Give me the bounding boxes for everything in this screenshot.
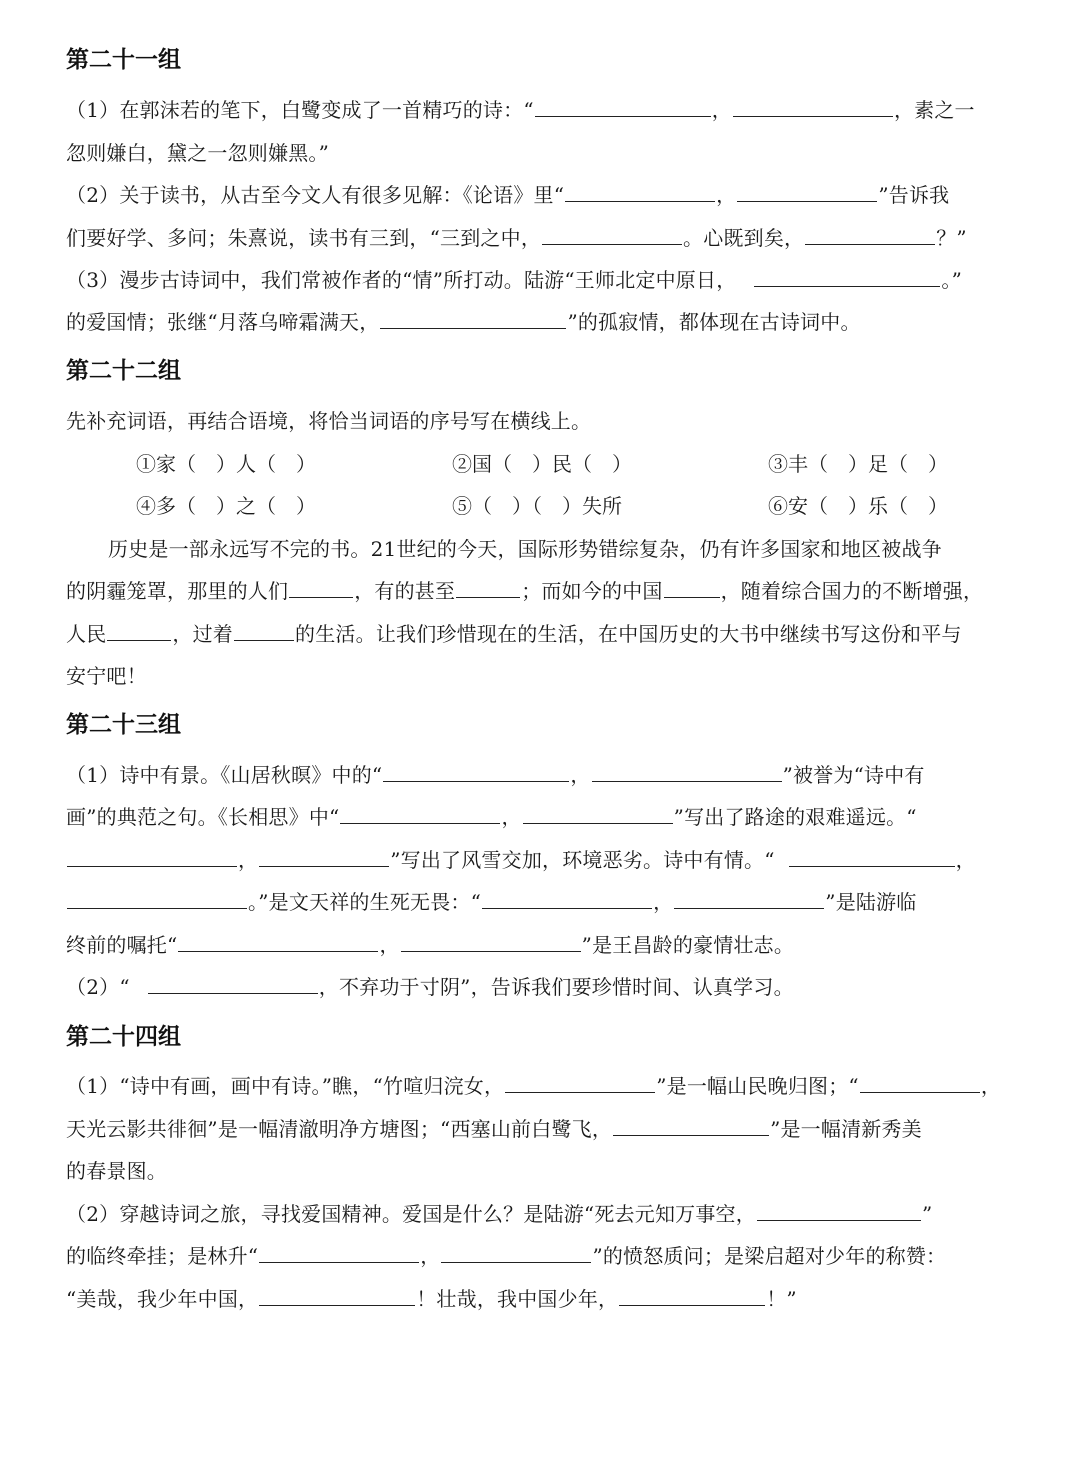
answer-blank[interactable] xyxy=(456,580,520,598)
answer-blank[interactable] xyxy=(259,1245,419,1263)
g23-line1: （1）诗中有景。《山居秋暝》中的“ ， ”被誉为“诗中有 xyxy=(66,763,925,787)
answer-blank[interactable] xyxy=(148,976,318,994)
answer-blank[interactable] xyxy=(613,1118,769,1136)
answer-blank[interactable] xyxy=(542,227,682,245)
answer-blank[interactable] xyxy=(789,849,955,867)
group-23-title: 第二十三组 xyxy=(66,712,181,738)
answer-blank[interactable] xyxy=(505,1075,655,1093)
answer-blank[interactable] xyxy=(619,1288,765,1306)
answer-blank[interactable] xyxy=(754,269,940,287)
g21-q3-line2: 的爱国情；张继“月落乌啼霜满天， ”的孤寂情，都体现在古诗词中。 xyxy=(66,310,861,334)
g21-q2-line1: （2）关于读书，从古至今文人有很多见解：《论语》里“ ， ”告诉我 xyxy=(66,183,950,207)
g22-para-line1: 历史是一部永远写不完的书。21世纪的今天，国际形势错综复杂，仍有许多国家和地区被战争 xyxy=(108,537,942,561)
answer-blank[interactable] xyxy=(592,764,782,782)
answer-blank[interactable] xyxy=(674,891,824,909)
answer-blank[interactable] xyxy=(67,849,237,867)
g21-q3-line1: （3）漫步古诗词中，我们常被作者的“情”所打动。陆游“王师北定中原日， 。” xyxy=(66,268,963,292)
g21-q2-line2: 们要好学、多问；朱熹说，读书有三到，“三到之中， 。心既到矣， ？” xyxy=(66,226,967,250)
g21-q1-line2: 忽则嫌白，黛之一忽则嫌黑。” xyxy=(66,141,330,165)
answer-blank[interactable] xyxy=(565,184,715,202)
word-option: ⑤（ ）（ ）失所 xyxy=(452,494,622,518)
answer-blank[interactable] xyxy=(737,184,877,202)
group-21-title: 第二十一组 xyxy=(66,47,181,73)
answer-blank[interactable] xyxy=(860,1075,980,1093)
answer-blank[interactable] xyxy=(733,99,893,117)
word-option: ①家（ ）人（ ） xyxy=(136,452,316,476)
group-24-title: 第二十四组 xyxy=(66,1024,181,1050)
answer-blank[interactable] xyxy=(178,934,378,952)
g23-line3: ， ”写出了风雪交加，环境恶劣。诗中有情。“ ， xyxy=(66,846,976,874)
answer-blank[interactable] xyxy=(664,580,720,598)
g23-line2: 画”的典范之句。《长相思》中“ ， ”写出了路途的艰难遥远。“ xyxy=(66,805,917,829)
group-22-title: 第二十二组 xyxy=(66,358,181,384)
answer-blank[interactable] xyxy=(441,1245,591,1263)
g22-para-line2: 的阴霾笼罩，那里的人们 ，有的甚至 ；而如今的中国 ，随着综合国力的不断增强， xyxy=(66,579,984,603)
answer-blank[interactable] xyxy=(259,849,389,867)
answer-blank[interactable] xyxy=(482,891,652,909)
g22-instruction: 先补充词语，再结合语境，将恰当词语的序号写在横线上。 xyxy=(66,409,592,433)
answer-blank[interactable] xyxy=(535,99,711,117)
answer-blank[interactable] xyxy=(289,580,353,598)
answer-blank[interactable] xyxy=(67,891,247,909)
g24-line3: 的春景图。 xyxy=(66,1159,167,1183)
answer-blank[interactable] xyxy=(757,1203,921,1221)
g24-line1: （1）“诗中有画，画中有诗。”瞧，“竹喧归浣女， ”是一幅山民晚归图；“ ， xyxy=(66,1074,1002,1098)
g21-q1-line1: （1）在郭沫若的笔下，白鹭变成了一首精巧的诗：“ ， ，素之一 xyxy=(66,98,975,122)
answer-blank[interactable] xyxy=(340,806,500,824)
g23-line4: 。”是文天祥的生死无畏：“ ， ”是陆游临 xyxy=(66,888,917,916)
g24-line4: （2）穿越诗词之旅，寻找爱国精神。爱国是什么？是陆游“死去元知万事空， ” xyxy=(66,1202,933,1226)
answer-blank[interactable] xyxy=(259,1288,415,1306)
answer-blank[interactable] xyxy=(523,806,673,824)
g24-line2: 天光云影共徘徊”是一幅清澈明净方塘图；“西塞山前白鹭飞， ”是一幅清新秀美 xyxy=(66,1117,922,1141)
g24-line5: 的临终牵挂；是林升“ ， ”的愤怒质问；是梁启超对少年的称赞： xyxy=(66,1244,947,1268)
g22-para-line3: 人民 ，过着 的生活。让我们珍惜现在的生活，在中国历史的大书中继续书写这份和平与 xyxy=(66,622,962,646)
word-option: ④多（ ）之（ ） xyxy=(136,494,316,518)
answer-blank[interactable] xyxy=(383,764,569,782)
g23-line6: （2）“ ，不弃功于寸阴”，告诉我们要珍惜时间、认真学习。 xyxy=(66,975,794,999)
answer-blank[interactable] xyxy=(234,623,294,641)
answer-blank[interactable] xyxy=(805,227,935,245)
word-option: ③丰（ ）足（ ） xyxy=(768,452,948,476)
g23-line5: 终前的嘱托“ ， ”是王昌龄的豪情壮志。 xyxy=(66,933,795,957)
g24-line6: “美哉，我少年中国， ！壮哉，我中国少年， ！” xyxy=(66,1287,797,1311)
answer-blank[interactable] xyxy=(380,311,566,329)
answer-blank[interactable] xyxy=(401,934,581,952)
word-option: ②国（ ）民（ ） xyxy=(452,452,632,476)
answer-blank[interactable] xyxy=(107,623,171,641)
word-option: ⑥安（ ）乐（ ） xyxy=(768,494,948,518)
g22-para-line4: 安宁吧！ xyxy=(66,664,147,688)
